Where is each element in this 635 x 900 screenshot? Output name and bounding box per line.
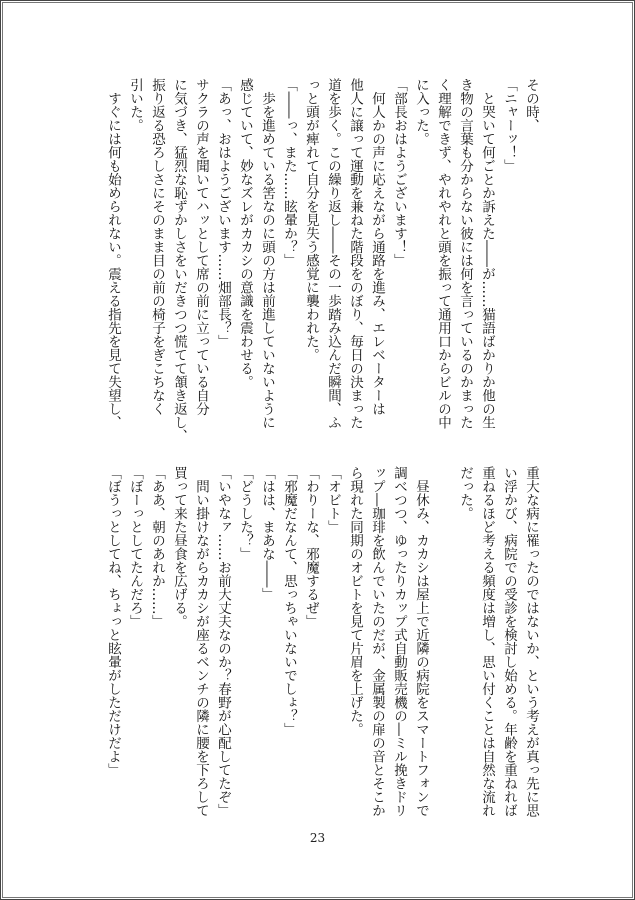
text-line: 「いやなァ……お前大丈夫なのか？春野が心配してたぞ」	[215, 466, 231, 817]
text-line	[432, 466, 454, 822]
text-line: き物の言葉も分からない彼には何を言っているのかまった	[457, 78, 473, 429]
text-line: 重大な病に罹ったのではないか、という考えが真っ先に思	[523, 466, 539, 817]
text-line: ップ―珈琲を飲んでいたのだが、金属製の扉の音とそこか	[369, 466, 385, 817]
text-line: サクラの声を聞いてハッとして席の前に立っている自分	[193, 78, 209, 416]
text-line: 重ねるほど考える頻度は増し、思い付くことは自然な流れ	[479, 466, 495, 817]
text-line: 問い掛けながらカカシが座るベンチの隣に腰を下ろして	[193, 466, 209, 817]
text-line: 「ニャーッ！」	[501, 78, 517, 173]
text-line: 歩を進めている筈なのに頭の方は前進していないように	[259, 78, 275, 429]
page-number: 23	[309, 831, 326, 845]
text-line: 「――っ、また……眩暈か？」	[281, 78, 297, 267]
text-line: 「どうした？」	[237, 466, 253, 561]
text-line: 他人に譲って運動を兼ねた階段をのぼり、毎日の決まった	[347, 78, 363, 429]
text-line: 「邪魔だなんて、思っちゃいないでしょ？」	[281, 466, 297, 736]
text-line: と哭いて何ごとか訴えた――が……猫語ばかりか他の生	[479, 78, 495, 429]
text-line: 「部長おはようございます！」	[391, 78, 407, 267]
text-line: 「わりーな、邪魔するぜ」	[303, 466, 319, 628]
lower-text-block	[102, 466, 542, 822]
text-line: 昼休み、カカシは屋上で近隣の病院をスマートフォンで	[413, 466, 429, 817]
text-line: く理解できず、やれやれと頭を振って通用口からビルの中	[435, 78, 451, 429]
text-line: 引いた。	[127, 78, 143, 132]
text-line: に入った。	[413, 78, 429, 146]
text-line: い浮かび、病院での受診を検討し始める。年齢を重ねれば	[501, 466, 517, 817]
text-line: 「はは、まあな――」	[259, 466, 275, 601]
text-line: 振り返る恐ろしさにそのまま目の前の椅子をぎこちなく	[149, 78, 165, 416]
text-line: 買って来た昼食を広げる。	[171, 466, 187, 628]
text-line: に気づき、猛烈な恥ずかしさをいだきつつ慌てて頷き返し、	[171, 78, 187, 443]
text-line: 「ああ、朝のあれか……」	[149, 466, 165, 628]
text-line: 感じていて、妙なズレがカカシの意識を震わせる。	[237, 78, 253, 389]
text-line: ら現れた同期のオビトを見て片眉を上げた。	[347, 466, 363, 736]
text-line: その時、	[523, 78, 539, 132]
text-line: っと頭が痺れて自分を見失う感覚に襲われた。	[303, 78, 319, 362]
text-line: 調べつつ、ゆったりカップ式自動販売機の―ミル挽きドリ	[391, 466, 407, 817]
text-line: 何人かの声に応えながら通路を進み、エレベーターは	[369, 78, 385, 416]
text-line: 「ぼーっとしてたんだろ」	[127, 466, 143, 628]
text-line: だった。	[457, 466, 473, 520]
text-line: 「オビト」	[325, 466, 341, 534]
text-line: すぐには何も始められない。震える指先を見て失望し、	[105, 78, 121, 429]
upper-text-block	[102, 78, 542, 443]
text-line: 「あっ、おはようございます……畑部長？」	[215, 78, 231, 348]
text-line: 道を歩く。この繰り返し――その一歩踏み込んだ瞬間、ふ	[325, 78, 341, 429]
text-line: 「ぼうっとしてね、ちょっと眩暈がしただけだよ」	[105, 466, 121, 777]
